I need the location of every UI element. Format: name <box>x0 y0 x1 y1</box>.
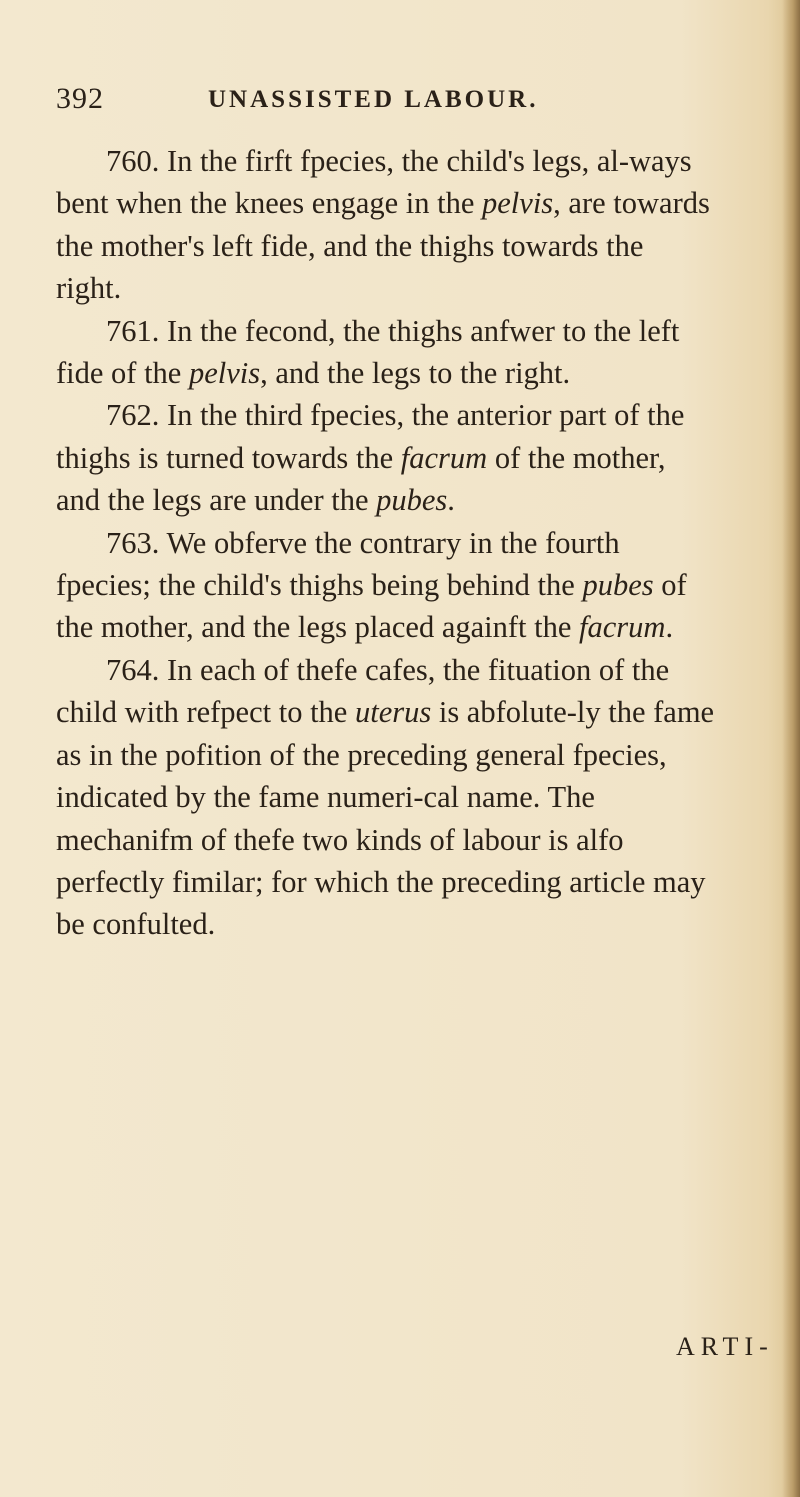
page-edge-shadow <box>782 0 800 1497</box>
text-segment: , are towards the mother's left fide, and the thighs towards the right. <box>56 186 710 306</box>
catchword: ARTI- <box>676 1332 774 1361</box>
paragraph-761 <box>56 310 716 395</box>
text-segment: . <box>447 483 455 518</box>
running-head: UNASSISTED LABOUR. <box>208 86 539 113</box>
italic-term: pubes <box>376 483 448 518</box>
text-segment: , and the legs to the right. <box>260 356 571 391</box>
text-segment: is abfolute-ly the fame as in the pofition of the preceding general fpecies, indicated by the fame numeri-cal name. The mechanifm of thefe two kinds of labour is alfo perfectly fimilar; for which the preceding article may be confulted. <box>56 695 715 942</box>
paragraph-number: 763. <box>106 525 160 560</box>
paragraph-763 <box>56 522 716 649</box>
page-number: 392 <box>56 82 104 115</box>
paragraph-number: 760. <box>106 144 160 178</box>
paragraph-762 <box>56 394 716 521</box>
paragraph-760 <box>56 140 716 310</box>
italic-term: pelvis <box>188 356 261 391</box>
italic-term: facrum <box>579 610 666 645</box>
body-text <box>56 140 716 946</box>
text-segment: . <box>665 610 674 645</box>
italic-term: uterus <box>354 695 432 730</box>
italic-term: facrum <box>400 440 488 475</box>
text-segment: In the fecond, the thighs anfwer to the left fide of the <box>56 313 680 391</box>
paragraph-number: 764. <box>106 652 160 687</box>
text-segment: In the third fpecies, the anterior part of the thighs is turned towards the <box>56 398 685 475</box>
page-header <box>56 82 746 122</box>
paragraph-number: 762. <box>106 398 160 433</box>
text-segment: In the firft fpecies, the child's legs, al-ways bent when the knees engage in the <box>56 144 692 221</box>
text-segment: In each of thefe cafes, the fituation of the child with refpect to the <box>56 652 670 730</box>
text-segment: We obferve the contrary in the fourth fpecies; the child's thighs being behind the <box>56 525 620 603</box>
paragraph-764 <box>56 649 716 946</box>
paragraph-number: 761. <box>106 313 160 348</box>
italic-term: pubes <box>582 568 654 603</box>
italic-term: pelvis <box>482 186 554 221</box>
text-segment: of the mother, and the legs are under the <box>56 440 666 518</box>
text-segment: of the mother, and the legs placed againft the <box>56 568 687 645</box>
